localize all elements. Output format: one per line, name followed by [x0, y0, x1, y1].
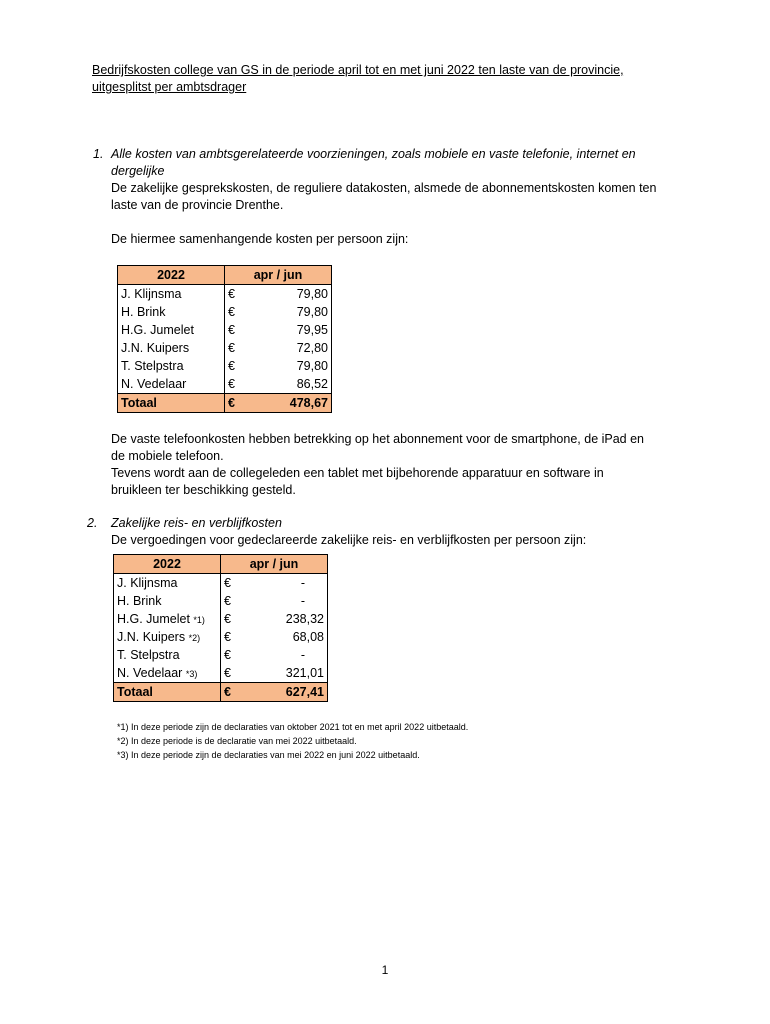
row-name: T. Stelpstra	[114, 646, 221, 664]
telephony-cost-table	[117, 265, 332, 413]
row-currency: €	[224, 666, 231, 680]
document-title	[92, 62, 672, 96]
total-label: Totaal	[114, 683, 221, 702]
footnote-ref: *2)	[188, 633, 201, 643]
row-value: 238,32	[247, 610, 328, 628]
row-value: 79,80	[251, 285, 332, 304]
table-row	[118, 357, 332, 375]
total-currency: €	[225, 394, 252, 413]
table-row	[114, 628, 328, 646]
table-row	[114, 574, 328, 593]
table-row	[118, 303, 332, 321]
page-number: 1	[381, 963, 389, 977]
section-1-heading-line-2: dergelijke	[111, 164, 165, 178]
row-value: -	[247, 574, 328, 593]
row-name: J. Klijnsma	[118, 285, 225, 304]
section-2-heading: Zakelijke reis- en verblijfkosten	[111, 516, 282, 530]
table-row	[114, 592, 328, 610]
title-line-1: Bedrijfskosten college van GS in de periode april tot en met juni 2022 ten laste van de provincie,	[92, 63, 624, 77]
row-currency: €	[224, 594, 231, 608]
footnote-2: *2) In deze periode is de declaratie van mei 2022 uitbetaald.	[117, 736, 357, 746]
after-text-line-3: Tevens wordt aan de collegeleden een tablet met bijbehorende apparatuur en software in	[111, 466, 604, 480]
after-text-line-2: de mobiele telefoon.	[111, 449, 224, 463]
total-label: Totaal	[118, 394, 225, 413]
table-header-period: apr / jun	[221, 555, 328, 574]
section-1-intro: De hiermee samenhangende kosten per persoon zijn:	[111, 232, 409, 246]
section-2-intro: De vergoedingen voor gedeclareerde zakelijke reis- en verblijfkosten per persoon zijn:	[111, 533, 587, 547]
table-row	[118, 321, 332, 339]
section-1	[93, 146, 691, 214]
row-value: 79,80	[251, 303, 332, 321]
table-header-year: 2022	[118, 266, 225, 285]
row-name: J.N. Kuipers	[118, 339, 225, 357]
table-header-row	[114, 555, 328, 574]
row-name: H. Brink	[118, 303, 225, 321]
table-row	[114, 646, 328, 664]
section-1-number: 1.	[93, 147, 104, 161]
title-line-2: uitgesplitst per ambtsdrager	[92, 80, 247, 94]
section-1-body	[111, 180, 691, 214]
after-text-line-4: bruikleen ter beschikking gesteld.	[111, 483, 296, 497]
section-1-body-line-2: laste van de provincie Drenthe.	[111, 198, 284, 212]
row-currency: €	[224, 648, 231, 662]
section-1-heading	[111, 146, 691, 180]
section-2	[87, 515, 691, 549]
table-header-year: 2022	[114, 555, 221, 574]
after-text-line-1: De vaste telefoonkosten hebben betrekking op het abonnement voor de smartphone, de iPad en	[111, 432, 645, 446]
row-value: 321,01	[247, 664, 328, 683]
row-value: 86,52	[251, 375, 332, 394]
row-currency: €	[228, 359, 235, 373]
row-currency: €	[228, 287, 235, 301]
row-currency: €	[224, 576, 231, 590]
total-value: 627,41	[247, 683, 328, 702]
table-row	[118, 375, 332, 394]
row-value: -	[247, 592, 328, 610]
row-name: T. Stelpstra	[118, 357, 225, 375]
row-name: J. Klijnsma	[114, 574, 221, 593]
table-header-row	[118, 266, 332, 285]
footnote-ref: *3)	[185, 669, 198, 679]
row-value: 68,08	[247, 628, 328, 646]
row-value: -	[247, 646, 328, 664]
table-row	[114, 610, 328, 628]
row-value: 79,95	[251, 321, 332, 339]
row-value: 72,80	[251, 339, 332, 357]
row-currency: €	[228, 305, 235, 319]
section-2-number: 2.	[87, 516, 98, 530]
total-currency: €	[221, 683, 248, 702]
footnote-3: *3) In deze periode zijn de declaraties van mei 2022 en juni 2022 uitbetaald.	[117, 750, 420, 760]
travel-cost-table	[113, 554, 328, 702]
table-row	[118, 285, 332, 304]
row-currency: €	[228, 323, 235, 337]
table-header-period: apr / jun	[225, 266, 332, 285]
row-name: H.G. Jumelet	[118, 321, 225, 339]
footnote-ref: *1)	[193, 615, 205, 625]
row-name: J.N. Kuipers *2)	[114, 628, 221, 646]
footnote-1: *1) In deze periode zijn de declaraties van oktober 2021 tot en met april 2022 uitbetaald.	[117, 722, 469, 732]
row-currency: €	[224, 612, 231, 626]
row-value: 79,80	[251, 357, 332, 375]
table-row	[114, 664, 328, 683]
row-currency: €	[228, 377, 235, 391]
row-currency: €	[228, 341, 235, 355]
row-currency: €	[224, 630, 231, 644]
row-name: N. Vedelaar *3)	[114, 664, 221, 683]
footnotes	[117, 720, 468, 762]
row-name: H.G. Jumelet *1)	[114, 610, 221, 628]
section-1-after-text	[111, 431, 691, 499]
section-1-body-line-1: De zakelijke gesprekskosten, de reguliere datakosten, alsmede de abonnementskosten komen ten	[111, 181, 657, 195]
total-value: 478,67	[251, 394, 332, 413]
table-total-row	[114, 683, 328, 702]
table-row	[118, 339, 332, 357]
row-name: H. Brink	[114, 592, 221, 610]
table-total-row	[118, 394, 332, 413]
row-name: N. Vedelaar	[118, 375, 225, 394]
section-1-heading-line-1: Alle kosten van ambtsgerelateerde voorzieningen, zoals mobiele en vaste telefonie, internet en	[111, 147, 636, 161]
